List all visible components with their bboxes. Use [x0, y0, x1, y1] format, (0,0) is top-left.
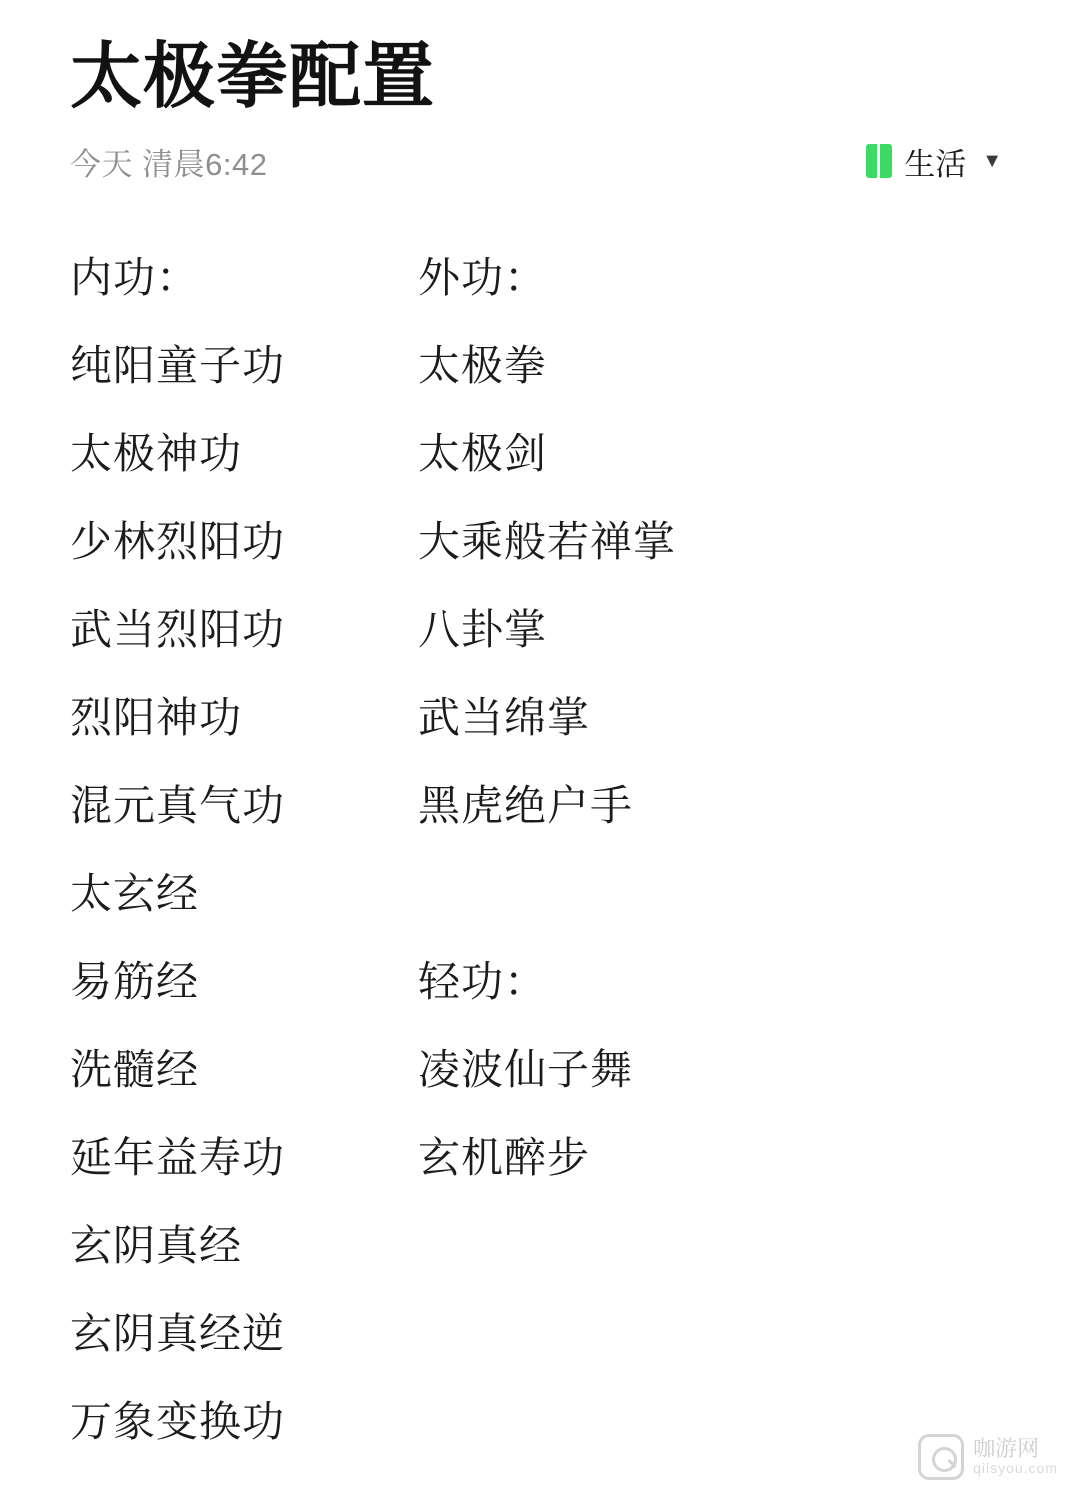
- list-item: 武当绵掌: [418, 693, 591, 741]
- list-item: 大乘般若禅掌: [418, 517, 677, 565]
- watermark-name: 咖游网: [973, 1436, 1040, 1462]
- notebook-icon: [866, 144, 892, 178]
- watermark-logo-icon: [918, 1434, 964, 1480]
- list-item: 凌波仙子舞: [418, 1045, 634, 1093]
- column-external-skills: [418, 234, 818, 1466]
- chevron-down-icon[interactable]: ▼: [982, 150, 1002, 173]
- list-item: 混元真气功: [70, 781, 286, 829]
- column-internal-skills: [70, 234, 418, 1466]
- list-item: 太极拳: [418, 341, 548, 389]
- list-item: 玄阴真经: [70, 1221, 243, 1269]
- watermark-text: [973, 1437, 1058, 1477]
- list-item: 轻功：: [418, 957, 548, 1005]
- note-timestamp: 今天 清晨6:42: [70, 146, 268, 182]
- list-item: 易筋经: [70, 957, 200, 1005]
- list-item: 延年益寿功: [70, 1133, 286, 1181]
- list-item: 黑虎绝户手: [418, 781, 634, 829]
- watermark: [918, 1434, 1058, 1480]
- list-item: 万象变换功: [70, 1397, 286, 1445]
- list-item: 太玄经: [70, 869, 200, 917]
- watermark-url: qiisyou.com: [973, 1460, 1058, 1477]
- folder-label: 生活: [904, 146, 967, 182]
- list-item: 八卦掌: [418, 605, 548, 653]
- list-item: 玄阴真经逆: [70, 1309, 286, 1357]
- list-item: 玄机醉步: [418, 1133, 591, 1181]
- list-item: 少林烈阳功: [70, 517, 286, 565]
- list-item: 内功：: [70, 253, 200, 301]
- list-item: 太极剑: [418, 429, 548, 477]
- list-item: 烈阳神功: [70, 693, 243, 741]
- page-title: 太极拳配置: [70, 37, 436, 117]
- list-item-spacer: [418, 850, 818, 938]
- note-body: [70, 234, 1010, 1466]
- note-meta-row: [70, 139, 1010, 184]
- list-item: 太极神功: [70, 429, 243, 477]
- folder-selector[interactable]: [866, 139, 1002, 184]
- list-item: 洗髓经: [70, 1045, 200, 1093]
- list-item: 武当烈阳功: [70, 605, 286, 653]
- list-item: 外功：: [418, 253, 548, 301]
- list-item: 纯阳童子功: [70, 341, 286, 389]
